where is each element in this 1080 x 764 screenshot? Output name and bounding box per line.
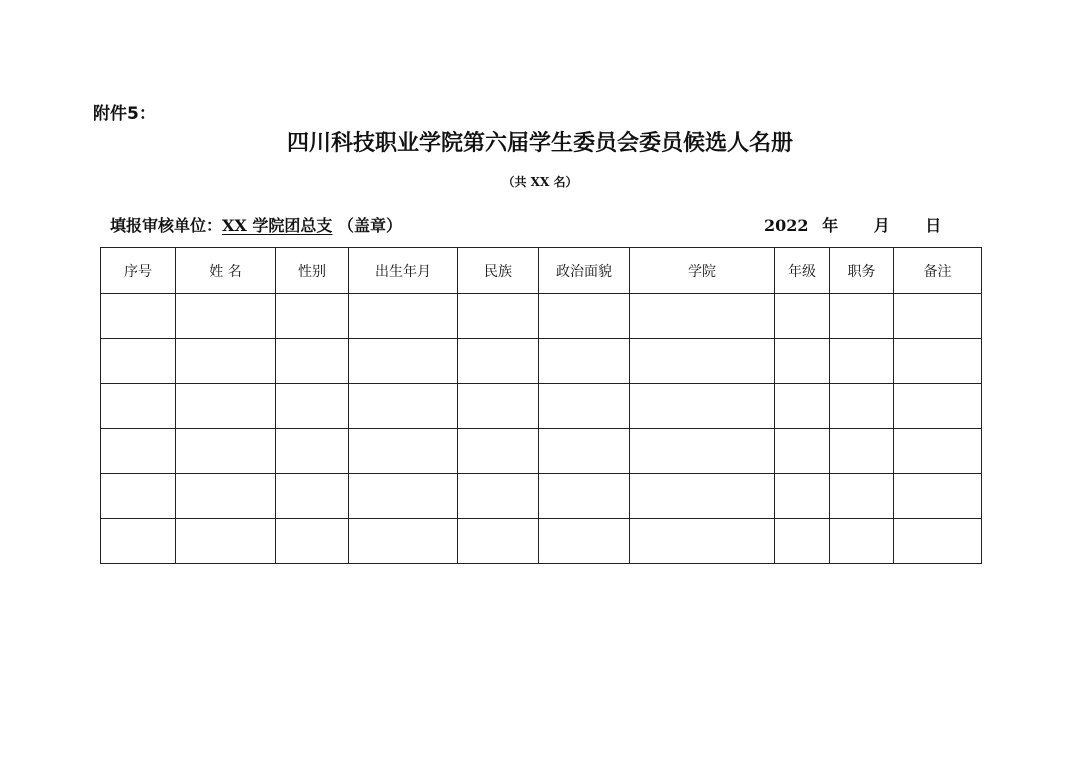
col-header-serial: 序号 [101,248,176,294]
table-cell[interactable] [101,519,176,564]
table-row [101,384,982,429]
table-row [101,294,982,339]
table-cell[interactable] [101,474,176,519]
table-row [101,519,982,564]
reporting-unit-line [110,213,402,236]
table-cell[interactable] [176,474,276,519]
col-header-position: 职务 [830,248,894,294]
reporting-unit-name: XX 学院团总支 [222,216,333,235]
table-cell[interactable] [176,519,276,564]
date-line [764,213,941,236]
date-year: 2022 [764,216,809,235]
table-cell[interactable] [630,384,775,429]
col-header-college: 学院 [630,248,775,294]
table-cell[interactable] [775,519,830,564]
reporting-unit-prefix: 填报审核单位： [110,216,223,235]
table-cell[interactable] [539,294,630,339]
table-cell[interactable] [458,519,539,564]
table-cell[interactable] [101,429,176,474]
table-cell[interactable] [894,474,982,519]
table-cell[interactable] [894,429,982,474]
table-cell[interactable] [276,429,349,474]
table-cell[interactable] [276,294,349,339]
table-cell[interactable] [539,384,630,429]
candidate-count-note: （共 XX 名） [502,175,578,189]
table-cell[interactable] [830,339,894,384]
table-cell[interactable] [276,474,349,519]
table-cell[interactable] [458,429,539,474]
table-cell[interactable] [349,474,458,519]
date-day-char: 日 [925,216,942,235]
table-cell[interactable] [176,429,276,474]
table-cell[interactable] [630,519,775,564]
col-header-birth-date: 出生年月 [349,248,458,294]
table-cell[interactable] [176,384,276,429]
table-cell[interactable] [830,519,894,564]
table-cell[interactable] [830,384,894,429]
table-cell[interactable] [458,384,539,429]
table-cell[interactable] [775,339,830,384]
table-cell[interactable] [458,294,539,339]
table-cell[interactable] [276,384,349,429]
table-cell[interactable] [349,519,458,564]
table-cell[interactable] [775,474,830,519]
col-header-gender: 性别 [276,248,349,294]
table-cell[interactable] [176,294,276,339]
table-cell[interactable] [830,294,894,339]
candidate-roster-table [100,247,982,564]
table-cell[interactable] [176,339,276,384]
col-header-grade: 年级 [775,248,830,294]
table-cell[interactable] [349,384,458,429]
table-cell[interactable] [101,384,176,429]
col-header-name: 姓 名 [176,248,276,294]
table-cell[interactable] [458,339,539,384]
table-cell[interactable] [276,339,349,384]
table-cell[interactable] [894,339,982,384]
table-cell[interactable] [630,339,775,384]
col-header-ethnicity: 民族 [458,248,539,294]
table-cell[interactable] [539,474,630,519]
table-cell[interactable] [830,429,894,474]
table-cell[interactable] [775,294,830,339]
table-cell[interactable] [349,339,458,384]
table-row [101,339,982,384]
table-cell[interactable] [894,294,982,339]
table-cell[interactable] [894,519,982,564]
table-cell[interactable] [539,339,630,384]
table-cell[interactable] [775,429,830,474]
table-cell[interactable] [276,519,349,564]
reporting-unit-seal: （盖章） [338,216,403,235]
attachment-label: 附件5： [93,104,156,124]
date-year-char: 年 [822,216,839,235]
date-month-char: 月 [873,216,890,235]
table-cell[interactable] [830,474,894,519]
table-cell[interactable] [539,519,630,564]
table-cell[interactable] [349,294,458,339]
table-cell[interactable] [894,384,982,429]
table-cell[interactable] [349,429,458,474]
col-header-remarks: 备注 [894,248,982,294]
table-body [101,294,982,564]
table-cell[interactable] [630,294,775,339]
table-cell[interactable] [539,429,630,474]
document-title: 四川科技职业学院第六届学生委员会委员候选人名册 [286,130,793,156]
table-row [101,474,982,519]
table-header-row [101,248,982,294]
table-cell[interactable] [775,384,830,429]
col-header-political-status: 政治面貌 [539,248,630,294]
table-cell[interactable] [101,339,176,384]
table-cell[interactable] [630,429,775,474]
table-cell[interactable] [458,474,539,519]
table-cell[interactable] [101,294,176,339]
table-cell[interactable] [630,474,775,519]
table-row [101,429,982,474]
